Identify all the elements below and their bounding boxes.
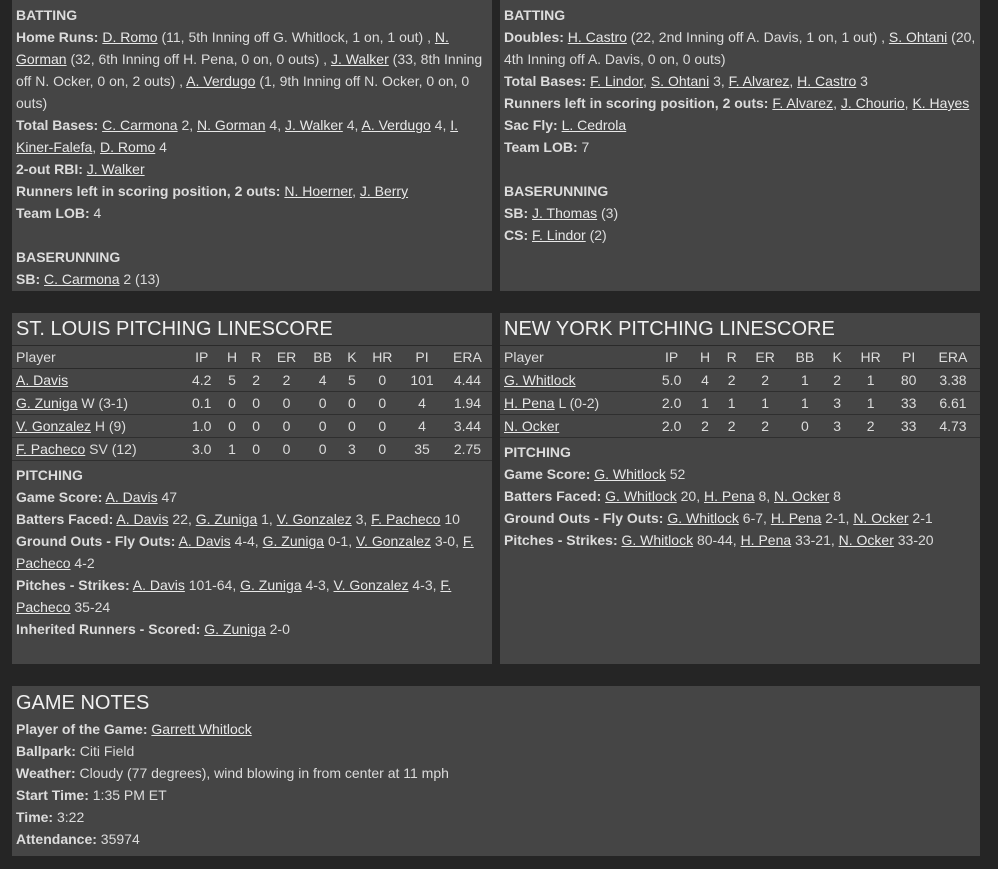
player-stat-detail: , bbox=[352, 183, 360, 199]
stat-cell: 1 bbox=[850, 392, 891, 415]
stat-cell: 1 bbox=[220, 438, 244, 461]
player-link[interactable]: Garrett Whitlock bbox=[151, 721, 252, 737]
player-stat-detail: 3-0, bbox=[430, 533, 463, 549]
player-link[interactable]: J. Walker bbox=[86, 161, 145, 177]
nyy-doubles: Doubles: H. Castro (22, 2nd Inning off A. Davis, 1 on, 1 out) , S. Ohtani (20, 4th Inning off A. Davis, 0 on, 0 outs) bbox=[504, 29, 976, 67]
player-link[interactable]: N. Ocker bbox=[838, 532, 894, 548]
column-header: HR bbox=[850, 346, 891, 369]
column-header: ERA bbox=[926, 346, 980, 369]
player-list bbox=[504, 29, 975, 67]
player-stat-detail: , bbox=[789, 73, 798, 89]
stat-cell: 0 bbox=[305, 438, 341, 461]
column-header: ER bbox=[745, 346, 785, 369]
player-link[interactable]: F. Pacheco bbox=[16, 441, 86, 457]
stat-cell: 2 bbox=[692, 415, 719, 438]
player-link[interactable]: A. Verdugo bbox=[186, 73, 256, 89]
nyy-risp: Runners left in scoring position, 2 outs: F. Alvarez, J. Chourio, K. Hayes bbox=[504, 95, 970, 111]
player-link[interactable]: G. Whitlock bbox=[667, 510, 739, 526]
column-header: R bbox=[718, 346, 745, 369]
stat-cell: 3.38 bbox=[926, 369, 980, 392]
player-stat-detail: 6-7, bbox=[738, 510, 771, 526]
stat-cell: 0 bbox=[244, 438, 268, 461]
player-link[interactable]: A. Davis bbox=[116, 511, 169, 527]
player-stat-detail: 8, bbox=[754, 488, 775, 504]
nyy-lob: Team LOB: 7 bbox=[504, 139, 590, 155]
stat-cell: 2.0 bbox=[651, 415, 691, 438]
player-link[interactable]: V. Gonzalez bbox=[276, 511, 352, 527]
player-list bbox=[772, 95, 969, 111]
stat-cell: 0 bbox=[268, 392, 305, 415]
nyy-baserunning-heading: BASERUNNING bbox=[504, 183, 609, 199]
stat-cell: 0 bbox=[364, 392, 402, 415]
player-link[interactable]: H. Pena bbox=[770, 510, 822, 526]
player-stat-detail: 10 bbox=[440, 511, 460, 527]
stat-cell: 5 bbox=[220, 369, 244, 392]
player-stat-detail: , bbox=[904, 95, 913, 111]
game-notes-panel bbox=[12, 686, 980, 856]
stat-cell: 5.0 bbox=[651, 369, 691, 392]
player-link[interactable]: G. Zuniga bbox=[240, 577, 302, 593]
player-list bbox=[594, 466, 685, 482]
nyy-go-fo: Ground Outs - Fly Outs: G. Whitlock 6-7, H. Pena 2-1, N. Ocker 2-1 bbox=[504, 510, 933, 526]
player-link[interactable]: H. Castro bbox=[797, 73, 857, 89]
player-link[interactable]: F. Lindor bbox=[590, 73, 644, 89]
table-row bbox=[12, 438, 492, 461]
nyy-cs: CS: F. Lindor (2) bbox=[504, 227, 607, 243]
stat-cell: 3 bbox=[824, 415, 849, 438]
player-list bbox=[116, 511, 460, 527]
stat-cell: 2 bbox=[268, 369, 305, 392]
player-link[interactable]: D. Romo bbox=[102, 29, 158, 45]
game-time: Time: 3:22 bbox=[16, 809, 85, 825]
stl-baserunning-heading: BASERUNNING bbox=[16, 249, 121, 265]
player-link[interactable]: K. Hayes bbox=[912, 95, 970, 111]
decision-note: SV (12) bbox=[85, 441, 137, 457]
player-stat-detail: , bbox=[92, 139, 101, 155]
column-header: K bbox=[340, 346, 363, 369]
pitcher-cell bbox=[500, 369, 651, 392]
nyy-batting-heading: BATTING bbox=[504, 7, 566, 23]
player-link[interactable]: J. Walker bbox=[330, 51, 389, 67]
player-stat-detail: 3 bbox=[856, 73, 868, 89]
pitcher-cell bbox=[12, 415, 183, 438]
player-link[interactable]: J. Chourio bbox=[840, 95, 905, 111]
player-link[interactable]: F. Alvarez bbox=[728, 73, 790, 89]
stat-cell: 0 bbox=[364, 438, 402, 461]
player-link[interactable]: A. Davis bbox=[16, 372, 69, 388]
decision-note: L (0-2) bbox=[554, 395, 600, 411]
stat-cell: 1.94 bbox=[443, 392, 492, 415]
stat-cell: 0 bbox=[364, 415, 402, 438]
stl-pitching-heading: PITCHING bbox=[16, 467, 83, 483]
column-header: PI bbox=[401, 346, 443, 369]
stat-cell: 4 bbox=[401, 392, 443, 415]
stat-cell: 0 bbox=[785, 415, 824, 438]
weather: Weather: Cloudy (77 degrees), wind blowing in from center at 11 mph bbox=[16, 765, 449, 781]
nyy-batting-panel bbox=[500, 0, 980, 291]
stl-total-bases: Total Bases: C. Carmona 2, N. Gorman 4, J. Walker 4, A. Verdugo 4, I. Kiner-Falefa, D. Romo 4 bbox=[16, 117, 459, 155]
player-link[interactable]: G. Whitlock bbox=[504, 372, 576, 388]
stat-cell: 0 bbox=[220, 392, 244, 415]
stat-cell: 1 bbox=[745, 392, 785, 415]
player-stat-detail: 8 bbox=[829, 488, 841, 504]
player-stat-detail: (22, 2nd Inning off A. Davis, 1 on, 1 out) , bbox=[626, 29, 889, 45]
stl-batting-heading: BATTING bbox=[16, 7, 78, 23]
player-link[interactable]: S. Ohtani bbox=[650, 73, 710, 89]
player-stat-detail: 4, bbox=[430, 117, 451, 133]
stl-pitching-table bbox=[12, 346, 492, 461]
player-stat-detail: (33, 8th Inning off N. Ocker, 0 on, 2 outs) , bbox=[16, 51, 483, 89]
stat-cell: 101 bbox=[401, 369, 443, 392]
player-stat-detail: (20, 4th Inning off A. Davis, 0 on, 0 outs) bbox=[504, 29, 976, 67]
table-row bbox=[12, 369, 492, 392]
player-stat-detail: 33-20 bbox=[893, 532, 934, 548]
player-stat-detail: 101-64, bbox=[184, 577, 241, 593]
player-stat-detail: 35-24 bbox=[70, 599, 111, 615]
player-list bbox=[284, 183, 408, 199]
stat-cell: 3 bbox=[340, 438, 363, 461]
player-link[interactable]: V. Gonzalez bbox=[355, 533, 431, 549]
player-stat-detail: 4-3, bbox=[301, 577, 334, 593]
stl-sb: SB: C. Carmona 2 (13) bbox=[16, 271, 160, 287]
player-link[interactable]: D. Romo bbox=[100, 139, 156, 155]
stat-cell: 0.1 bbox=[183, 392, 220, 415]
player-stat-detail: (1, 9th Inning off N. Ocker, 0 on, 0 outs) bbox=[16, 73, 470, 111]
nyy-pitching-table bbox=[500, 346, 980, 438]
player-stat-detail: 33-21, bbox=[791, 532, 839, 548]
player-stat-detail: , bbox=[643, 73, 651, 89]
player-link[interactable]: G. Zuniga bbox=[204, 621, 266, 637]
column-header: IP bbox=[651, 346, 691, 369]
player-list bbox=[622, 532, 934, 548]
stat-cell: 0 bbox=[268, 438, 305, 461]
stl-home-runs: Home Runs: D. Romo (11, 5th Inning off G. Whitlock, 1 on, 1 out) , N. Gorman (32, 6th Inning off H. Pena, 0 on, 0 outs) , J. Walker (33, 8th Inning off N. Ocker, 0 on, 2 outs) , A. Verdugo (1, 9th Inning off N. Ocker, 0 on, 0 outs) bbox=[16, 29, 483, 111]
player-link[interactable]: N. Gorman bbox=[16, 29, 449, 67]
player-link[interactable]: A. Davis bbox=[105, 489, 158, 505]
player-link[interactable]: F. Alvarez bbox=[772, 95, 834, 111]
player-stat-detail: 2-1, bbox=[821, 510, 854, 526]
player-stat-detail: (32, 6th Inning off H. Pena, 0 on, 0 outs) , bbox=[66, 51, 331, 67]
column-header: ER bbox=[268, 346, 305, 369]
stat-cell: 0 bbox=[220, 415, 244, 438]
player-link[interactable]: S. Ohtani bbox=[888, 29, 948, 45]
player-link[interactable]: V. Gonzalez bbox=[333, 577, 409, 593]
stat-cell: 3.44 bbox=[443, 415, 492, 438]
player-link[interactable]: C. Carmona bbox=[44, 271, 120, 287]
column-header: Player bbox=[500, 346, 651, 369]
pitcher-cell bbox=[500, 392, 651, 415]
player-link[interactable]: J. Berry bbox=[359, 183, 409, 199]
player-stat-detail: 3, bbox=[709, 73, 729, 89]
table-row bbox=[500, 392, 980, 415]
stat-cell: 2 bbox=[745, 369, 785, 392]
player-link[interactable]: L. Cedrola bbox=[561, 117, 627, 133]
player-stat-detail: 4-3, bbox=[408, 577, 441, 593]
stat-cell: 1 bbox=[692, 392, 719, 415]
stat-cell: 0 bbox=[340, 392, 363, 415]
stat-cell: 1 bbox=[718, 392, 745, 415]
nyy-pitching-panel bbox=[500, 313, 980, 664]
column-header: ERA bbox=[443, 346, 492, 369]
player-stat-detail: 4 bbox=[155, 139, 167, 155]
stat-cell: 0 bbox=[305, 392, 341, 415]
stat-cell: 2 bbox=[850, 415, 891, 438]
stat-cell: 80 bbox=[891, 369, 926, 392]
player-link[interactable]: N. Ocker bbox=[774, 488, 830, 504]
player-link[interactable]: J. Walker bbox=[284, 117, 343, 133]
column-header: H bbox=[220, 346, 244, 369]
player-stat-detail: 47 bbox=[157, 489, 178, 505]
stl-lob: Team LOB: 4 bbox=[16, 205, 102, 221]
nyy-batters-faced: Batters Faced: G. Whitlock 20, H. Pena 8, N. Ocker 8 bbox=[504, 488, 841, 504]
pitcher-cell bbox=[12, 438, 183, 461]
column-header: IP bbox=[183, 346, 220, 369]
nyy-pitching-title: NEW YORK PITCHING LINESCORE bbox=[500, 313, 980, 346]
player-link[interactable]: G. Zuniga bbox=[262, 533, 325, 549]
player-stat-detail: 0-1, bbox=[324, 533, 356, 549]
player-link[interactable]: V. Gonzalez bbox=[16, 418, 91, 434]
player-link[interactable]: G. Whitlock bbox=[594, 466, 666, 482]
stat-cell: 35 bbox=[401, 438, 443, 461]
pitcher-cell bbox=[500, 415, 651, 438]
stat-cell: 4 bbox=[305, 369, 341, 392]
nyy-game-score: Game Score: G. Whitlock 52 bbox=[504, 466, 686, 482]
player-link[interactable]: A. Verdugo bbox=[361, 117, 431, 133]
column-header: K bbox=[824, 346, 849, 369]
stat-cell: 33 bbox=[891, 415, 926, 438]
player-stat-detail: 4-2 bbox=[70, 555, 95, 571]
stl-go-fo: Ground Outs - Fly Outs: A. Davis 4-4, G. Zuniga 0-1, V. Gonzalez 3-0, F. Pacheco 4-2 bbox=[16, 533, 474, 571]
decision-note: W (3-1) bbox=[77, 395, 129, 411]
stat-cell: 4.73 bbox=[926, 415, 980, 438]
stat-cell: 2 bbox=[824, 369, 849, 392]
nyy-total-bases: Total Bases: F. Lindor, S. Ohtani 3, F. Alvarez, H. Castro 3 bbox=[504, 73, 868, 89]
stat-cell: 6.61 bbox=[926, 392, 980, 415]
stat-cell: 0 bbox=[305, 415, 341, 438]
stat-cell: 33 bbox=[891, 392, 926, 415]
stl-risp: Runners left in scoring position, 2 outs: N. Hoerner, J. Berry bbox=[16, 183, 409, 199]
table-header-row bbox=[500, 346, 980, 369]
player-stat-detail: 2-1 bbox=[908, 510, 933, 526]
player-stat-detail: 1, bbox=[257, 511, 277, 527]
player-stat-detail: (11, 5th Inning off G. Whitlock, 1 on, 1 out) , bbox=[157, 29, 435, 45]
table-row bbox=[500, 369, 980, 392]
start-time: Start Time: 1:35 PM ET bbox=[16, 787, 167, 803]
player-stat-detail: 80-44, bbox=[693, 532, 741, 548]
stat-cell: 2 bbox=[718, 369, 745, 392]
player-link[interactable]: F. Lindor bbox=[532, 227, 586, 243]
stl-pitches: Pitches - Strikes: A. Davis 101-64, G. Zuniga 4-3, V. Gonzalez 4-3, F. Pacheco 35-24 bbox=[16, 577, 452, 615]
nyy-sac-fly: Sac Fly: L. Cedrola bbox=[504, 117, 627, 133]
column-header: HR bbox=[364, 346, 402, 369]
column-header: PI bbox=[891, 346, 926, 369]
player-link[interactable]: A. Davis bbox=[132, 577, 185, 593]
player-link[interactable]: G. Whitlock bbox=[605, 488, 677, 504]
player-link[interactable]: C. Carmona bbox=[102, 117, 178, 133]
player-list bbox=[590, 73, 868, 89]
player-list bbox=[667, 510, 932, 526]
player-of-the-game: Player of the Game: Garrett Whitlock bbox=[16, 721, 252, 737]
table-header-row bbox=[12, 346, 492, 369]
pitcher-cell bbox=[12, 369, 183, 392]
stat-cell: 2 bbox=[718, 415, 745, 438]
player-link[interactable]: N. Ocker bbox=[853, 510, 909, 526]
game-notes-title: GAME NOTES bbox=[16, 692, 150, 714]
stat-cell: 1 bbox=[850, 369, 891, 392]
stl-game-score: Game Score: A. Davis 47 bbox=[16, 489, 178, 505]
player-stat-detail: 2, bbox=[177, 117, 198, 133]
column-header: BB bbox=[785, 346, 824, 369]
player-link[interactable]: H. Pena bbox=[504, 395, 555, 411]
player-stat-detail: 4-4, bbox=[230, 533, 263, 549]
decision-note: H (9) bbox=[90, 418, 126, 434]
player-link[interactable]: H. Castro bbox=[567, 29, 627, 45]
nyy-sb: SB: J. Thomas (3) bbox=[504, 205, 619, 221]
player-link[interactable]: H. Pena bbox=[740, 532, 792, 548]
player-link[interactable]: N. Gorman bbox=[197, 117, 266, 133]
stat-cell: 0 bbox=[268, 415, 305, 438]
player-list bbox=[605, 488, 841, 504]
player-link[interactable]: H. Pena bbox=[703, 488, 755, 504]
stat-cell: 2.75 bbox=[443, 438, 492, 461]
player-stat-detail: 22, bbox=[168, 511, 196, 527]
player-stat-detail: 2-0 bbox=[265, 621, 290, 637]
nyy-pitching-heading: PITCHING bbox=[504, 444, 571, 460]
player-stat-detail: 4, bbox=[342, 117, 362, 133]
attendance: Attendance: 35974 bbox=[16, 831, 140, 847]
stl-batting-panel bbox=[12, 0, 492, 291]
stl-inherited: Inherited Runners - Scored: G. Zuniga 2-0 bbox=[16, 621, 290, 637]
column-header: Player bbox=[12, 346, 183, 369]
player-list bbox=[204, 621, 290, 637]
stat-cell: 2.0 bbox=[651, 392, 691, 415]
stat-cell: 3.0 bbox=[183, 438, 220, 461]
player-stat-detail: 52 bbox=[665, 466, 686, 482]
nyy-pitches: Pitches - Strikes: G. Whitlock 80-44, H. Pena 33-21, N. Ocker 33-20 bbox=[504, 532, 934, 548]
stat-cell: 1.0 bbox=[183, 415, 220, 438]
stat-cell: 4.2 bbox=[183, 369, 220, 392]
stat-cell: 2 bbox=[745, 415, 785, 438]
stat-cell: 3 bbox=[824, 392, 849, 415]
table-row bbox=[12, 392, 492, 415]
stat-cell: 1 bbox=[785, 392, 824, 415]
stat-cell: 0 bbox=[244, 392, 268, 415]
stl-batters-faced: Batters Faced: A. Davis 22, G. Zuniga 1, V. Gonzalez 3, F. Pacheco 10 bbox=[16, 511, 460, 527]
player-link[interactable]: G. Whitlock bbox=[621, 532, 694, 548]
player-link[interactable]: N. Ocker bbox=[504, 418, 560, 434]
pitcher-cell bbox=[12, 392, 183, 415]
player-link[interactable]: G. Zuniga bbox=[16, 395, 78, 411]
stat-cell: 5 bbox=[340, 369, 363, 392]
stl-pitching-title: ST. LOUIS PITCHING LINESCORE bbox=[12, 313, 492, 346]
player-list bbox=[106, 489, 178, 505]
column-header: H bbox=[692, 346, 719, 369]
stat-cell: 0 bbox=[364, 369, 402, 392]
player-link[interactable]: G. Zuniga bbox=[195, 511, 258, 527]
player-stat-detail: 4, bbox=[265, 117, 285, 133]
player-link[interactable]: F. Pacheco bbox=[16, 577, 452, 615]
stat-cell: 4.44 bbox=[443, 369, 492, 392]
stat-cell: 4 bbox=[401, 415, 443, 438]
stl-two-out-rbi: 2-out RBI: J. Walker bbox=[16, 161, 145, 177]
player-stat-detail: , bbox=[833, 95, 841, 111]
stat-cell: 2 bbox=[244, 369, 268, 392]
ballpark: Ballpark: Citi Field bbox=[16, 743, 135, 759]
column-header: R bbox=[244, 346, 268, 369]
stl-pitching-panel bbox=[12, 313, 492, 664]
player-stat-detail: 3, bbox=[351, 511, 372, 527]
player-link[interactable]: F. Pacheco bbox=[16, 533, 474, 571]
player-link[interactable]: A. Davis bbox=[178, 533, 231, 549]
player-stat-detail: 20, bbox=[676, 488, 704, 504]
player-link[interactable]: F. Pacheco bbox=[371, 511, 441, 527]
stat-cell: 1 bbox=[785, 369, 824, 392]
player-link[interactable]: J. Thomas bbox=[532, 205, 598, 221]
player-link[interactable]: N. Hoerner bbox=[284, 183, 353, 199]
stat-cell: 4 bbox=[692, 369, 719, 392]
table-row bbox=[12, 415, 492, 438]
table-row bbox=[500, 415, 980, 438]
stat-cell: 0 bbox=[244, 415, 268, 438]
player-link[interactable]: I. Kiner-Falefa bbox=[16, 117, 459, 155]
stat-cell: 0 bbox=[340, 415, 363, 438]
column-header: BB bbox=[305, 346, 341, 369]
